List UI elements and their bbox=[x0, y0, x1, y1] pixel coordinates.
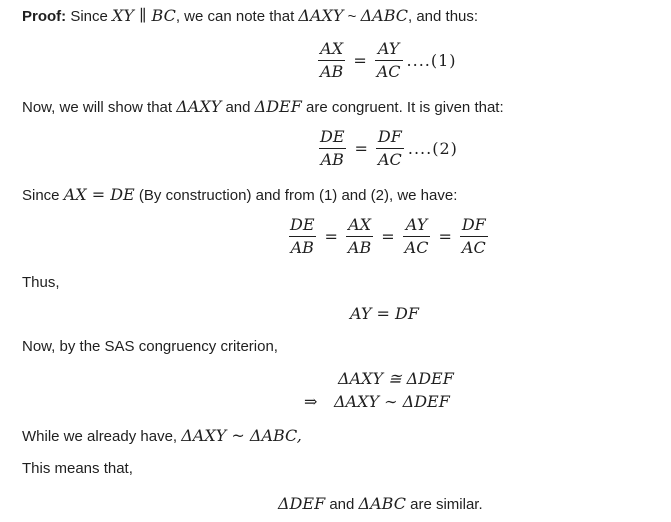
sas-line: Now, by the SAS congruency criterion, bbox=[22, 338, 278, 355]
fraction-ay-ac bbox=[403, 216, 431, 257]
numerator: DF bbox=[377, 127, 402, 146]
equals-sign: = bbox=[353, 51, 367, 70]
text: are similar. bbox=[405, 496, 483, 513]
means-line: This means that, bbox=[22, 460, 133, 477]
math-bc: BC bbox=[151, 6, 176, 25]
equals-sign: = bbox=[381, 227, 395, 246]
equation-3 bbox=[286, 216, 490, 257]
fraction-de-ab bbox=[318, 128, 347, 169]
equation-tag-2: ....(2) bbox=[407, 139, 458, 158]
text-thus: , and thus: bbox=[408, 8, 479, 25]
math-tri-axy: ΔAXY bbox=[298, 6, 344, 25]
numerator: DE bbox=[290, 215, 315, 234]
math-tri-abc: ΔABC bbox=[360, 6, 408, 25]
numerator: AX bbox=[320, 39, 344, 58]
text: are congruent. It is given that: bbox=[301, 99, 504, 116]
thus-line: Thus, bbox=[22, 274, 60, 291]
text-since: Since bbox=[66, 8, 113, 25]
denominator: AB bbox=[290, 238, 314, 257]
math-tri-def: ΔDEF bbox=[254, 97, 302, 116]
denominator: AB bbox=[320, 150, 344, 169]
while-line bbox=[22, 426, 302, 447]
fraction-ay-ac bbox=[375, 40, 403, 81]
denominator: AC bbox=[376, 62, 401, 81]
fraction-ax-ab bbox=[318, 40, 345, 81]
text: Now, we will show that bbox=[22, 99, 177, 116]
fraction-ax-ab bbox=[346, 216, 373, 257]
equation-tag-1: ....(1) bbox=[406, 51, 457, 70]
proof-label: Proof: bbox=[22, 8, 67, 25]
equation-2 bbox=[316, 128, 458, 169]
fraction-df-ac bbox=[460, 216, 488, 257]
numerator: AY bbox=[405, 215, 428, 234]
text-sim: ~ bbox=[343, 8, 361, 25]
equation-congruent: ΔAXY ≅ ΔDEF bbox=[338, 369, 454, 388]
now-congruent-line bbox=[22, 97, 504, 118]
math-tri-abc: ΔABC bbox=[358, 494, 406, 513]
math-tri-def: ΔDEF bbox=[278, 494, 326, 513]
equation-ay-df: AY = DF bbox=[350, 304, 419, 323]
numerator: DE bbox=[320, 127, 345, 146]
text-note: , we can note that bbox=[175, 8, 299, 25]
fraction-de-ab bbox=[288, 216, 317, 257]
text: and bbox=[221, 99, 255, 116]
denominator: AC bbox=[404, 238, 429, 257]
equals-sign: = bbox=[438, 227, 452, 246]
math-tri-axy: ΔAXY bbox=[176, 97, 222, 116]
numerator: AX bbox=[348, 215, 372, 234]
equals-sign: = bbox=[354, 139, 368, 158]
math-axy-sim-abc: ΔAXY ~ ΔABC, bbox=[181, 426, 302, 445]
denominator: AC bbox=[461, 238, 486, 257]
denominator: AB bbox=[347, 238, 372, 257]
numerator: DF bbox=[461, 215, 486, 234]
math-parallel: ∥ bbox=[133, 6, 152, 25]
math-similar: ΔAXY ∼ ΔDEF bbox=[334, 392, 450, 411]
text: and bbox=[325, 496, 359, 513]
text: Since bbox=[22, 187, 64, 204]
text: While we already have, bbox=[22, 428, 182, 445]
math-ax-eq-de: AX = DE bbox=[63, 185, 135, 204]
implies-arrow-icon: ⇒ bbox=[304, 392, 318, 411]
fraction-df-ac bbox=[376, 128, 404, 169]
math-xy: XY bbox=[112, 6, 134, 25]
equation-similar-row bbox=[304, 391, 450, 413]
final-line bbox=[278, 494, 483, 515]
numerator: AY bbox=[377, 39, 400, 58]
since-construction-line bbox=[22, 185, 457, 206]
text: (By construction) and from (1) and (2), we have: bbox=[134, 187, 458, 204]
equation-1 bbox=[316, 40, 457, 81]
denominator: AC bbox=[377, 150, 402, 169]
denominator: AB bbox=[320, 62, 344, 81]
proof-intro-line bbox=[22, 6, 478, 27]
equals-sign: = bbox=[324, 227, 338, 246]
